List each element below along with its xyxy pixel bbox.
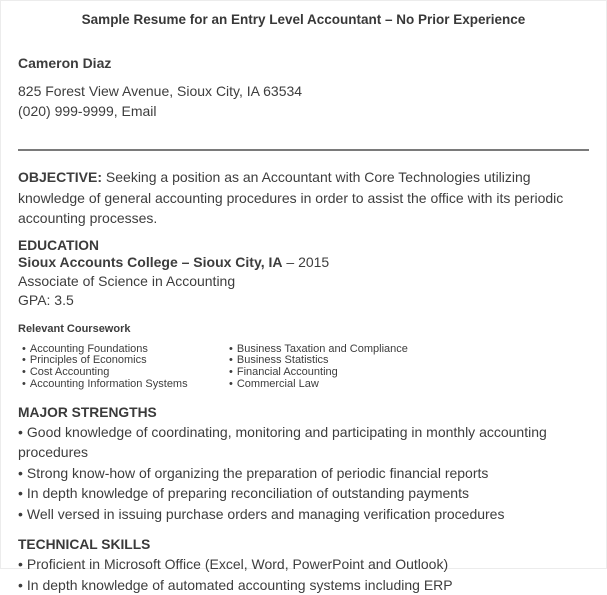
bullet-icon: • bbox=[229, 342, 233, 355]
phone-email-line: (020) 999-9999, Email bbox=[18, 103, 157, 119]
coursework-item-label: Financial Accounting bbox=[236, 366, 338, 379]
bullet-icon: • bbox=[18, 576, 23, 593]
strength-item-text: In depth knowledge of preparing reconciliation of outstanding payments bbox=[26, 485, 469, 502]
bullet-icon: • bbox=[18, 485, 23, 502]
coursework-item bbox=[229, 379, 408, 391]
contact-block bbox=[18, 81, 589, 121]
strength-item bbox=[18, 483, 589, 504]
bullet-icon: • bbox=[18, 556, 23, 573]
bullet-icon: • bbox=[22, 366, 26, 379]
strengths-heading: MAJOR STRENGTHS bbox=[18, 404, 157, 420]
coursework-item-label: Cost Accounting bbox=[29, 366, 110, 379]
graduation-year: – 2015 bbox=[282, 253, 330, 270]
bullet-icon: • bbox=[18, 464, 23, 481]
strength-item-text: Strong know-how of organizing the preparation of periodic financial reports bbox=[26, 464, 489, 481]
bullet-icon: • bbox=[229, 377, 233, 390]
bullet-icon: • bbox=[22, 377, 26, 390]
technical-skill-item bbox=[18, 575, 589, 595]
coursework-item-label: Principles of Economics bbox=[29, 354, 147, 367]
gpa-line: GPA: 3.5 bbox=[18, 291, 74, 308]
page-title: Sample Resume for an Entry Level Accountant – No Prior Experience bbox=[81, 12, 526, 27]
objective-section bbox=[18, 167, 589, 229]
strengths-list bbox=[18, 422, 589, 525]
bullet-icon: • bbox=[22, 342, 26, 355]
degree-line: Associate of Science in Accounting bbox=[18, 272, 236, 289]
bullet-icon: • bbox=[229, 354, 233, 367]
strength-item bbox=[18, 504, 589, 525]
strength-item-text: Well versed in issuing purchase orders and managing verification procedures bbox=[26, 505, 505, 522]
coursework-columns bbox=[18, 344, 589, 391]
technical-skill-item-text: Proficient in Microsoft Office (Excel, Word, PowerPoint and Outlook) bbox=[26, 556, 449, 573]
coursework-item-label: Accounting Information Systems bbox=[29, 377, 188, 390]
coursework-right-list bbox=[229, 344, 408, 391]
technical-skills-heading: TECHNICAL SKILLS bbox=[18, 537, 151, 553]
coursework-left-list bbox=[18, 344, 229, 391]
strength-item bbox=[18, 463, 589, 484]
bullet-icon: • bbox=[229, 366, 233, 379]
objective-text: Seeking a position as an Accountant with Core Technologies utilizing knowledge of general accounting procedures in order to assist the office with its periodic accounting processes. bbox=[18, 169, 564, 226]
technical-skill-item-text: In depth knowledge of automated accounting systems including ERP bbox=[26, 576, 453, 593]
technical-skill-item bbox=[18, 554, 589, 575]
education-school-line bbox=[18, 253, 589, 272]
objective-label: OBJECTIVE: bbox=[18, 169, 103, 185]
bullet-icon: • bbox=[18, 505, 23, 522]
coursework-item-label: Business Taxation and Compliance bbox=[236, 342, 408, 355]
candidate-name: Cameron Diaz bbox=[18, 55, 112, 71]
horizontal-divider bbox=[18, 149, 589, 151]
technical-skills-list bbox=[18, 554, 589, 595]
coursework-heading: Relevant Coursework bbox=[18, 322, 131, 335]
bullet-icon: • bbox=[22, 354, 26, 367]
bullet-icon: • bbox=[18, 423, 23, 440]
strength-item-text: Good knowledge of coordinating, monitoring and participating in monthly accounting procedures bbox=[18, 423, 547, 461]
coursework-item-label: Accounting Foundations bbox=[29, 342, 148, 355]
education-heading: EDUCATION bbox=[18, 237, 99, 253]
coursework-item bbox=[22, 379, 229, 391]
coursework-item-label: Business Statistics bbox=[236, 354, 329, 367]
address-line: 825 Forest View Avenue, Sioux City, IA 63534 bbox=[18, 83, 303, 99]
strength-item bbox=[18, 422, 589, 463]
coursework-item-label: Commercial Law bbox=[236, 377, 319, 390]
school-name: Sioux Accounts College – Sioux City, IA bbox=[18, 253, 283, 270]
